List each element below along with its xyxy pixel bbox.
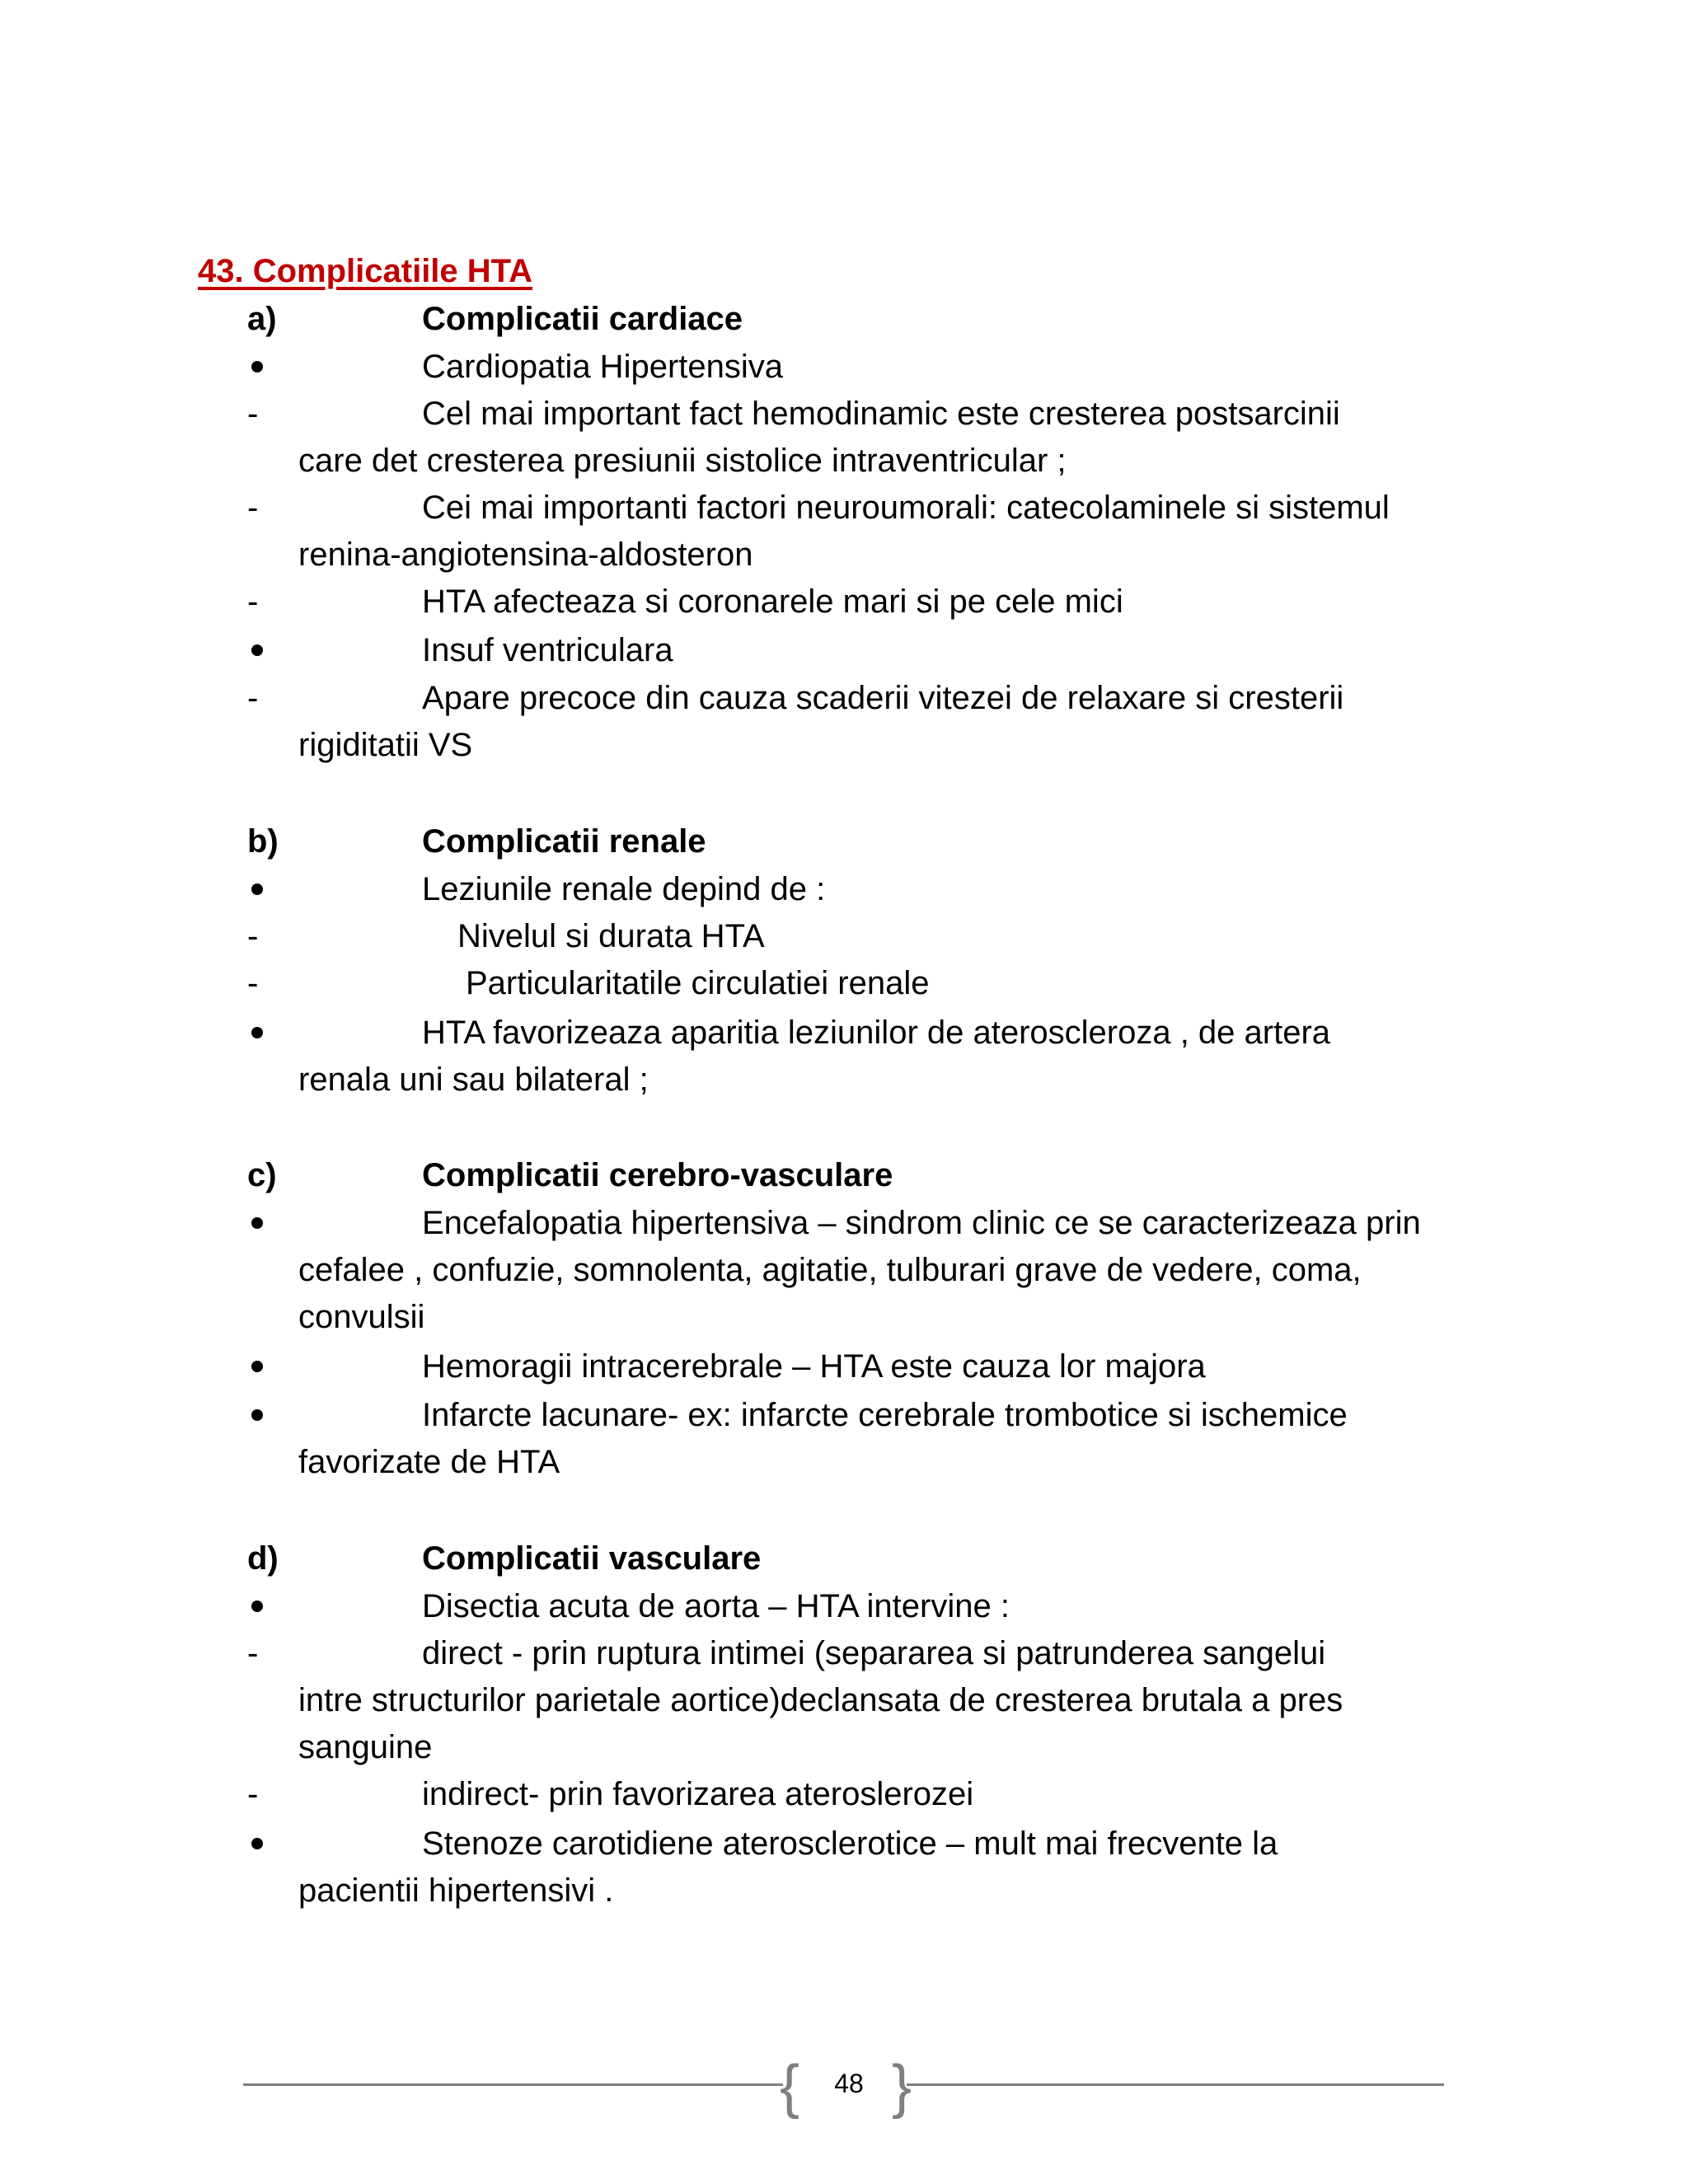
subsection-title: Complicatii cerebro-vasculare <box>422 1157 893 1193</box>
page-number: 48 <box>834 2069 864 2098</box>
list-item-text: Apare precoce din cauza scaderii vitezei de relaxare si cresterii <box>422 680 1344 716</box>
bullet-icon <box>251 1601 263 1612</box>
dash-marker: - <box>247 396 259 432</box>
subsection-title: Complicatii renale <box>422 823 706 860</box>
list-item-text: Insuf ventriculara <box>422 632 673 668</box>
list-item-text: Leziunile renale depind de : <box>422 871 826 907</box>
list-item-text: Encefalopatia hipertensiva – sindrom clinic ce se caracterizeaza prin <box>422 1205 1421 1241</box>
list-item-text: HTA afecteaza si coronarele mari si pe cele mici <box>422 583 1123 620</box>
list-item-text: rigiditatii VS <box>298 727 473 763</box>
bullet-icon <box>251 1217 263 1229</box>
dash-marker: - <box>247 680 259 716</box>
list-item-text: Disectia acuta de aorta – HTA intervine : <box>422 1588 1010 1624</box>
list-item-text: Hemoragii intracerebrale – HTA este cauza lor majora <box>422 1348 1206 1385</box>
list-item-text: Nivelul si durata HTA <box>457 918 765 954</box>
subsection-marker: a) <box>247 301 277 337</box>
bullet-icon <box>251 1027 263 1038</box>
footer-rule-right <box>907 2083 1444 2086</box>
list-item-text: intre structurilor parietale aortice)declansata de cresterea brutala a pres <box>298 1682 1343 1718</box>
bullet-icon <box>251 1838 263 1849</box>
bullet-icon <box>251 1361 263 1372</box>
list-item-text: Stenoze carotidiene aterosclerotice – mult mai frecvente la <box>422 1825 1278 1862</box>
dash-marker: - <box>247 490 259 526</box>
list-item-text: cefalee , confuzie, somnolenta, agitatie, tulburari grave de vedere, coma, <box>298 1252 1362 1288</box>
list-item-text: pacientii hipertensivi . <box>298 1872 614 1909</box>
list-item-text: sanguine <box>298 1729 433 1765</box>
list-item-text: HTA favorizeaza aparitia leziunilor de ateroscleroza , de artera <box>422 1015 1331 1051</box>
dash-marker: - <box>247 583 259 620</box>
list-item-text: convulsii <box>298 1299 425 1335</box>
list-item-text: care det cresterea presiunii sistolice intraventricular ; <box>298 443 1067 479</box>
subsection-marker: b) <box>247 823 279 860</box>
bullet-icon <box>251 361 263 373</box>
list-item-text: Cei mai importanti factori neuroumorali: catecolaminele si sistemul <box>422 490 1390 526</box>
left-brace-icon: { <box>780 2054 800 2120</box>
footer-rule-left <box>243 2083 783 2086</box>
bullet-icon <box>251 644 263 656</box>
dash-marker: - <box>247 1635 259 1671</box>
dash-marker: - <box>247 1776 259 1812</box>
list-item-text: renina-angiotensina-aldosteron <box>298 537 753 573</box>
list-item-text: Cardiopatia Hipertensiva <box>422 349 784 385</box>
list-item-text: direct - prin ruptura intimei (separarea si patrunderea sangelui <box>422 1635 1326 1671</box>
list-item-text: indirect- prin favorizarea ateroslerozei <box>422 1776 974 1812</box>
dash-marker: - <box>247 918 259 954</box>
list-item-text: Infarcte lacunare- ex: infarcte cerebrale trombotice si ischemice <box>422 1397 1348 1433</box>
bullet-icon <box>251 1409 263 1421</box>
list-item-text: favorizate de HTA <box>298 1444 560 1480</box>
dash-marker: - <box>247 965 259 1001</box>
subsection-title: Complicatii vasculare <box>422 1540 762 1577</box>
list-item-text: Particularitatile circulatiei renale <box>466 965 930 1001</box>
list-item-text: Cel mai important fact hemodinamic este cresterea postsarcinii <box>422 396 1340 432</box>
subsection-title: Complicatii cardiace <box>422 301 743 337</box>
subsection-marker: c) <box>247 1157 277 1193</box>
section-heading: 43. Complicatiile HTA <box>198 253 533 289</box>
list-item-text: renala uni sau bilateral ; <box>298 1062 649 1098</box>
right-brace-icon: } <box>892 2054 912 2120</box>
subsection-marker: d) <box>247 1540 279 1577</box>
bullet-icon <box>251 883 263 895</box>
